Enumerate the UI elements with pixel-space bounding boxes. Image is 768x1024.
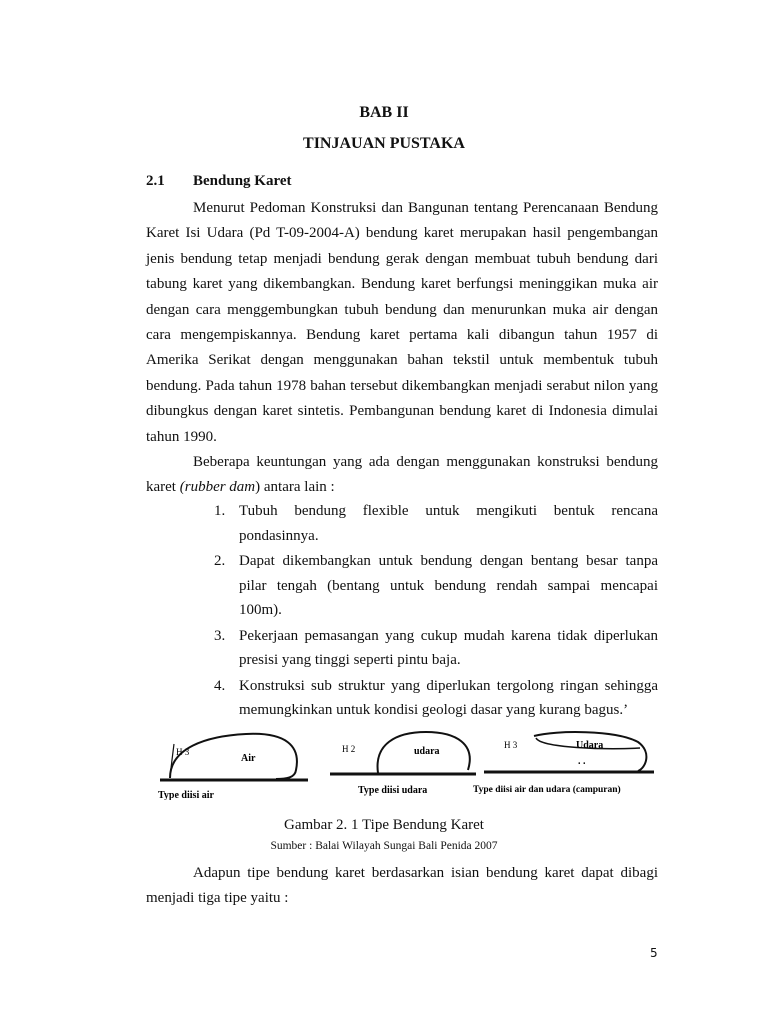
paragraph-2-text: Beberapa keuntungan yang ada dengan menggunakan konstruksi bendung karet bbox=[146, 454, 658, 496]
figure-caption: Gambar 2. 1 Tipe Bendung Karet bbox=[284, 817, 484, 833]
figure-source: Sumber : Balai Wilayah Sungai Bali Penida 2007 bbox=[270, 840, 498, 852]
height-label: H 2 bbox=[342, 744, 356, 754]
figure-panel-mixed bbox=[473, 732, 654, 795]
list-item-number: 1. bbox=[214, 503, 226, 519]
rubber-dam-types-figure bbox=[146, 726, 658, 800]
list-item bbox=[214, 674, 658, 723]
list-item-number: 2. bbox=[214, 553, 226, 569]
height-label: H 3 bbox=[504, 740, 518, 750]
type-label: Type diisi air bbox=[158, 790, 214, 800]
paragraph-1 bbox=[146, 196, 658, 450]
figure-panel-air bbox=[330, 732, 476, 796]
section-heading bbox=[146, 173, 292, 190]
paragraph-2-text-end: ) antara lain : bbox=[255, 479, 335, 496]
section-title: Bendung Karet bbox=[193, 173, 292, 189]
chapter-number: BAB II bbox=[359, 104, 409, 121]
figure-panel-water bbox=[158, 734, 308, 800]
height-label: H 3 bbox=[176, 747, 190, 757]
list-item bbox=[214, 499, 658, 548]
advantages-list bbox=[214, 499, 658, 724]
fill-label: Air bbox=[241, 753, 256, 764]
list-item-number: 4. bbox=[214, 677, 226, 694]
list-item-text: Konstruksi sub struktur yang diperlukan tergolong ringan sehingga memungkinkan untuk kondisi geologi dasar yang kurang bagus.’ bbox=[239, 677, 658, 718]
section-number: 2.1 bbox=[146, 173, 165, 189]
chapter-title: TINJAUAN PUSTAKA bbox=[303, 135, 465, 152]
list-item bbox=[214, 549, 658, 623]
paragraph-3 bbox=[146, 861, 658, 912]
fill-label: udara bbox=[414, 746, 440, 757]
list-item-text: Dapat dikembangkan untuk bendung dengan bentang besar tanpa pilar tengah (bentang untuk bendung rendah sampai mencapai 100m). bbox=[239, 553, 658, 618]
paragraph-2-italic-term: (rubber dam bbox=[179, 479, 256, 496]
list-item-number: 3. bbox=[214, 627, 226, 644]
list-item bbox=[214, 624, 658, 673]
dam-body-outline bbox=[534, 732, 646, 771]
page-number: 5 bbox=[650, 946, 658, 960]
fill-label: Udara bbox=[576, 740, 604, 751]
dots: . . bbox=[578, 756, 586, 767]
type-label: Type diisi air dan udara (campuran) bbox=[473, 785, 621, 795]
type-label: Type diisi udara bbox=[358, 785, 428, 796]
paragraph-2 bbox=[146, 450, 658, 501]
paragraph-3-text: Adapun tipe bendung karet berdasarkan isian bendung karet dapat dibagi menjadi tiga tipe yaitu : bbox=[146, 865, 658, 907]
list-item-text: Pekerjaan pemasangan yang cukup mudah karena tidak diperlukan presisi yang tinggi seperti pintu baja. bbox=[239, 627, 658, 668]
list-item-text: Tubuh bendung flexible untuk mengikuti bentuk rencana pondasinnya. bbox=[239, 503, 658, 544]
paragraph-1-text: Menurut Pedoman Konstruksi dan Bangunan tentang Perencanaan Bendung Karet Isi Udara (Pd T-09-2004-A) bendung karet merupakan hasil pengembangan jenis bendung tetap menjadi bendung gerak dengan membuat tubuh bendung dari tabung karet yang dikembangkan. Bendung karet berfungsi meninggikan muka air dengan cara menggembungkan tubuh bendung dan menurunkan muka air dengan cara mengempiskannya. Bendung karet pertama kali dibangun tahun 1957 di Amerika Serikat dengan menggunakan bahan tekstil untuk membentuk tubuh bendung. Pada tahun 1978 bahan tersebut dikembangkan menjadi serabut nilon yang dibungkus dengan karet sintetis. Pembangunan bendung karet di Indonesia dimulai tahun 1990. bbox=[146, 200, 658, 445]
